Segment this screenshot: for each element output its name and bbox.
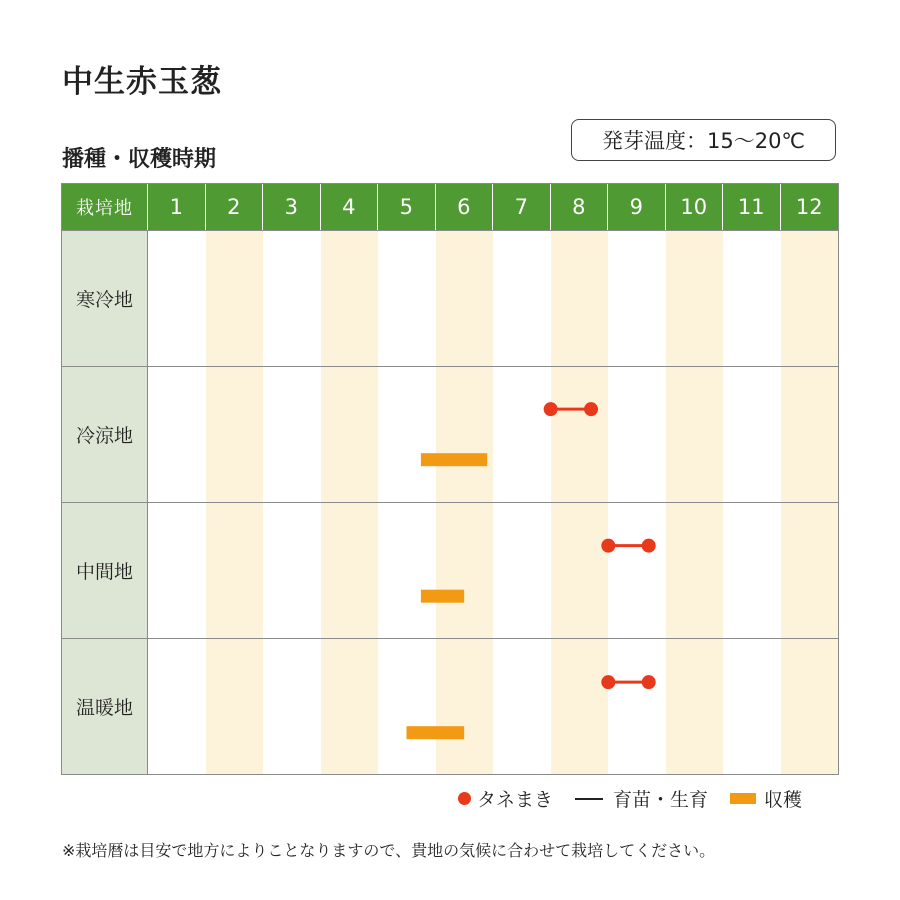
month-cell bbox=[493, 502, 551, 638]
legend-harvest-label: 収穫 bbox=[764, 789, 803, 811]
month-cell bbox=[206, 366, 264, 502]
month-cell bbox=[666, 638, 724, 774]
month-cell bbox=[378, 366, 436, 502]
cultivation-calendar bbox=[61, 183, 839, 775]
month-cell bbox=[723, 230, 781, 366]
month-cell bbox=[378, 502, 436, 638]
month-cell bbox=[723, 366, 781, 502]
month-cell bbox=[263, 230, 321, 366]
month-header-1: 1 bbox=[148, 184, 206, 230]
header-corner-label: 栽培地 bbox=[62, 184, 148, 230]
month-header-3: 3 bbox=[263, 184, 321, 230]
legend-item-harvest bbox=[730, 785, 802, 812]
month-cell bbox=[493, 366, 551, 502]
month-cell bbox=[781, 638, 839, 774]
germination-temp-text: 発芽温度：15～20℃ bbox=[601, 129, 806, 153]
month-cell bbox=[551, 502, 609, 638]
month-cell bbox=[781, 230, 839, 366]
month-cell bbox=[436, 638, 494, 774]
legend-item-sowing bbox=[458, 785, 553, 812]
month-cell bbox=[148, 638, 206, 774]
month-header-10: 10 bbox=[666, 184, 724, 230]
month-cell bbox=[263, 366, 321, 502]
month-cell bbox=[608, 638, 666, 774]
month-cell bbox=[321, 230, 379, 366]
growing-line-icon bbox=[575, 798, 603, 800]
month-cell bbox=[436, 230, 494, 366]
month-cell bbox=[781, 502, 839, 638]
footnote: ※栽培暦は目安で地方によりことなりますので、貴地の気候に合わせて栽培してください。 bbox=[62, 841, 716, 860]
month-cell bbox=[436, 366, 494, 502]
month-cell bbox=[436, 502, 494, 638]
month-cell bbox=[493, 638, 551, 774]
sowing-dot-icon bbox=[458, 792, 471, 805]
month-cell bbox=[666, 366, 724, 502]
month-cell bbox=[148, 502, 206, 638]
region-label: 冷涼地 bbox=[62, 366, 148, 502]
month-cell bbox=[378, 230, 436, 366]
month-cell bbox=[263, 502, 321, 638]
legend bbox=[458, 785, 802, 812]
region-label: 中間地 bbox=[62, 502, 148, 638]
month-cell bbox=[551, 366, 609, 502]
region-label: 寒冷地 bbox=[62, 230, 148, 366]
month-header-7: 7 bbox=[493, 184, 551, 230]
month-header-12: 12 bbox=[781, 184, 839, 230]
month-cell bbox=[551, 638, 609, 774]
harvest-bar-icon bbox=[730, 793, 756, 804]
month-cell bbox=[781, 366, 839, 502]
month-cell bbox=[608, 230, 666, 366]
month-header-11: 11 bbox=[723, 184, 781, 230]
month-cell bbox=[148, 230, 206, 366]
month-cell bbox=[378, 638, 436, 774]
month-cell bbox=[321, 366, 379, 502]
month-cell bbox=[666, 502, 724, 638]
legend-sowing-label: タネまき bbox=[477, 789, 554, 811]
legend-growing-label: 育苗・生育 bbox=[613, 789, 709, 811]
month-cell bbox=[723, 502, 781, 638]
month-header-4: 4 bbox=[321, 184, 379, 230]
month-header-9: 9 bbox=[608, 184, 666, 230]
month-cell bbox=[666, 230, 724, 366]
region-label: 温暖地 bbox=[62, 638, 148, 774]
month-cell bbox=[608, 502, 666, 638]
month-cell bbox=[608, 366, 666, 502]
month-cell bbox=[493, 230, 551, 366]
month-cell bbox=[206, 230, 264, 366]
page-title: 中生赤玉葱 bbox=[62, 64, 222, 100]
month-cell bbox=[551, 230, 609, 366]
month-cell bbox=[321, 502, 379, 638]
month-cell bbox=[723, 638, 781, 774]
germination-temp-badge bbox=[571, 119, 836, 161]
month-header-8: 8 bbox=[551, 184, 609, 230]
month-header-6: 6 bbox=[436, 184, 494, 230]
month-cell bbox=[206, 502, 264, 638]
chart-subtitle: 播種・収穫時期 bbox=[62, 147, 217, 172]
month-cell bbox=[148, 366, 206, 502]
legend-item-growing bbox=[575, 785, 708, 812]
month-header-5: 5 bbox=[378, 184, 436, 230]
month-cell bbox=[263, 638, 321, 774]
month-cell bbox=[321, 638, 379, 774]
month-cell bbox=[206, 638, 264, 774]
month-header-2: 2 bbox=[206, 184, 264, 230]
